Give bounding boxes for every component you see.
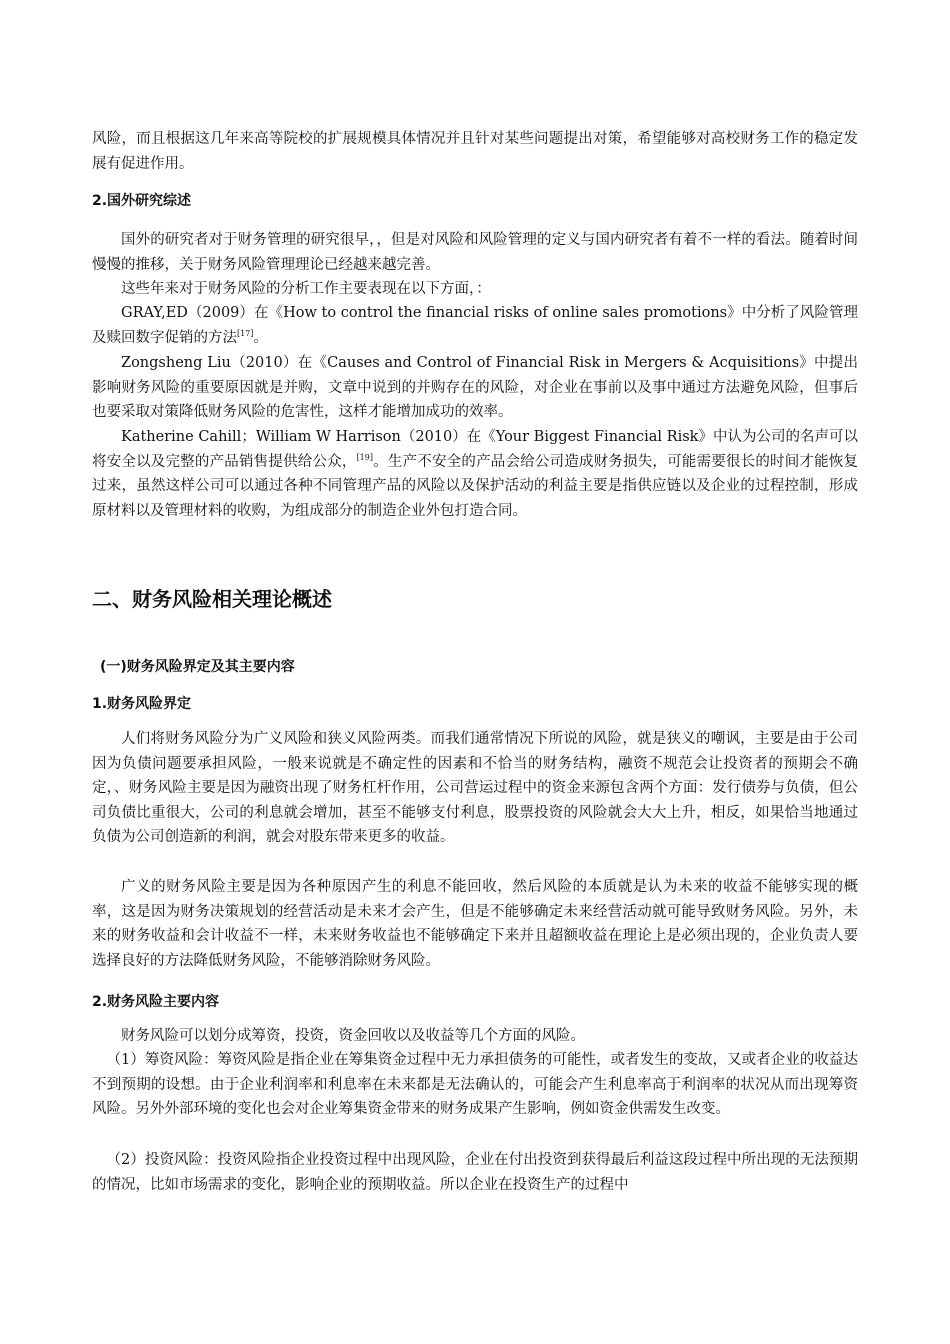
section-heading: (一)财务风险界定及其主要内容 — [100, 659, 295, 675]
gray-ed-end: 。 — [253, 329, 268, 346]
paragraph-foreign-overview: 国外的研究者对于财务管理的研究很早，，但是对风险和风险管理的定义与国内研究者有着不一样的看法。随着时间慢慢的推移，关于财务风险管理理论已经越来越完善。 — [92, 232, 858, 273]
paragraph-broad-risk: 广义的财务风险主要是因为各种原因产生的利息不能回收，然后风险的本质就是认为未来的收益不能够实现的概率，这是因为财务决策规划的经营活动是未来才会产生，但是不能够确定未来经营活动就可能导致财务风险。另外，未来的财务收益和会计收益不一样，未来财务收益也不能够确定下来并且超额收益在理论上是必须出现的，企业负责人要选择良好的方法降低财务风险，不能够消除财务风险。 — [92, 879, 858, 969]
paragraph-katherine-cahill — [92, 425, 858, 523]
paragraph-risk-categories: 财务风险可以划分成筹资，投资，资金回收以及收益等几个方面的风险。 — [121, 1028, 585, 1044]
paragraph-investment-risk: （2）投资风险：投资风险指企业投资过程中出现风险，企业在付出投资到获得最后利益这段过程中所出现的无法预期的情况，比如市场需求的变化，影响企业的预期收益。所以企业在投资生产的过程中 — [92, 1152, 858, 1193]
intro-paragraph-continued: 风险，而且根据这几年来高等院校的扩展规模具体情况并且针对某些问题提出对策，希望能够对高校财务工作的稳定发展有促进作用。 — [92, 131, 858, 172]
paragraph-zongsheng-liu: Zongsheng Liu（2010）在《Causes and Control of Financial Risk in Mergers & Acquisitions》中提出影响财务风险的重要原因就是并购，文章中说到的并购存在的风险，对企业在事前以及事中通过方法避免风险，但事后也要采取对策降低财务风险的危害性，这样才能增加成功的效率。 — [92, 355, 858, 421]
heading-risk-content: 2.财务风险主要内容 — [92, 994, 220, 1010]
paragraph-narrow-risk: 人们将财务风险分为广义风险和狭义风险两类。而我们通常情况下所说的风险，就是狭义的嘲讽，主要是由于公司因为负债问题要承担风险，一般来说就是不确定性的因素和不恰当的财务结构，融资不规范会让投资者的预期会不确定，、财务风险主要是因为融资出现了财务杠杆作用，公司营运过程中的资金来源包含两个方面：发行债券与负债，但公司负债比重很大，公司的利息就会增加，甚至不能够支付利息，股票投资的风险就会大大上升，相反，如果恰当地通过负债为公司创造新的利润，就会对股东带来更多的收益。 — [92, 731, 858, 846]
gray-ed-text: GRAY,ED（2009）在《How to control the financial risks of online sales promotions》中分析了风险管理及赎回数字促销的方法 — [92, 305, 858, 346]
paragraph-financing-risk: （1）筹资风险：筹资风险是指企业在筹集资金过程中无力承担债务的可能性，或者发生的变故，又或者企业的收益达不到预期的设想。由于企业利润率和利息率在未来都是无法确认的，可能会产生利息率高于利润率的状况从而出现筹资风险。另外外部环境的变化也会对企业筹集资金带来的财务成果产生影响，例如资金供需发生改变。 — [92, 1052, 858, 1118]
heading-foreign-research: 2.国外研究综述 — [92, 193, 192, 209]
heading-risk-definition: 1.财务风险界定 — [92, 696, 192, 712]
cahill-text: Katherine Cahill；William W Harrison（2010）在《Your Biggest Financial Risk》中认为公司的名声可以将安全以及完整的产品销售提供给公众， — [92, 429, 858, 470]
chapter-heading: 二、财务风险相关理论概述 — [92, 587, 332, 611]
citation-17: [17] — [237, 328, 254, 338]
paragraph-gray-ed — [92, 301, 858, 350]
cahill-text-continued: 。生产不安全的产品会给公司造成财务损失，可能需要很长的时间才能恢复过来，虽然这样公司可以通过各种不同管理产品的风险以及保护活动的利益主要是指供应链以及企业的过程控制，形成原材料以及管理材料的收购，为组成部分的制造企业外包打造合同。 — [92, 453, 859, 519]
paragraph-analysis-intro: 这些年来对于财务风险的分析工作主要表现在以下方面，： — [121, 281, 491, 297]
citation-19: [19] — [356, 452, 373, 462]
